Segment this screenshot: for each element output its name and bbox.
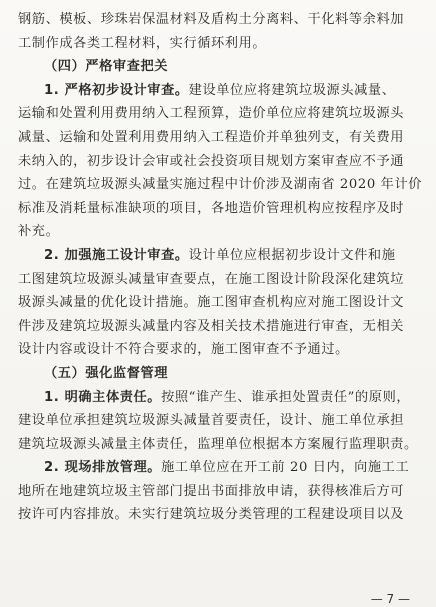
text-line: 运输和处置利用费用纳入工程预算，造价单位应将建筑垃圾源头 [18,106,405,122]
item-title: 1. 明确主体责任。 [44,389,162,405]
text-line: 按许可内容排放。未实行建筑垃圾分类管理的工程建设项目以及 [18,507,405,523]
item-text: 按照“谁产生、谁承担处置责任”的原则， [161,389,411,405]
text-line: 建设单位承担建筑垃圾源头减量首要责任，设计、施工单位承担 [18,413,405,429]
paragraph-first-line [18,79,418,103]
item-text: 施工单位应在开工前 20 日内，向施工工 [161,460,410,476]
text-line: 地所在地建筑垃圾主管部门提出书面排放申请，获得核准后方可 [18,483,405,499]
item-title: 1. 严格初步设计审查。 [44,82,189,98]
section-heading: （四）严格审查把关 [44,59,169,75]
paragraph-first-line [18,456,418,480]
item-text: 建设单位应将建筑垃圾源头减量、 [188,82,396,98]
text-line: 未纳入的，初步设计会审或社会投资项目规划方案审查应不予通 [18,153,405,169]
item-title: 2. 现场排放管理。 [44,460,162,476]
paragraph-first-line [18,244,418,268]
text-line: 过。在建筑垃圾源头减量实施过程中计价涉及湖南省 2020 年计价 [18,177,423,193]
text-line: 建筑垃圾源头减量主体责任，监理单位根据本方案履行监理职责。 [18,436,418,452]
text-line: 钢筋、模板、珍珠岩保温材料及盾构土分离料、干化料等余料加 [18,12,405,27]
page-number: — 7 — [370,592,410,606]
paragraph-first-line [18,386,418,410]
text-line: 标准及消耗量标准缺项的项目，各地造价管理机构应按程序及时 [18,200,405,216]
text-line: 补充。 [18,224,60,240]
item-title: 2. 加强施工设计审查。 [44,247,189,263]
text-line: 设计内容或设计不符合要求的，施工图审查不予通过。 [18,342,349,358]
item-text: 设计单位应根据初步设计文件和施 [188,247,396,263]
text-line: 减量、运输和处置利用费用纳入工程造价并单独列支，有关费用 [18,129,405,145]
text-line: 工图建筑垃圾源头减量审查要点，在施工图设计阶段深化建筑垃 [18,271,405,287]
text-line: 件涉及建筑垃圾源头减量内容及相关技术措施进行审查，无相关 [18,318,405,334]
section-heading: （五）强化监督管理 [44,365,169,381]
text-line: 工制作成各类工程材料，实行循环利用。 [18,35,267,51]
text-line: 圾源头减量的优化设计措施。施工图审查机构应对施工图设计文 [18,295,405,311]
